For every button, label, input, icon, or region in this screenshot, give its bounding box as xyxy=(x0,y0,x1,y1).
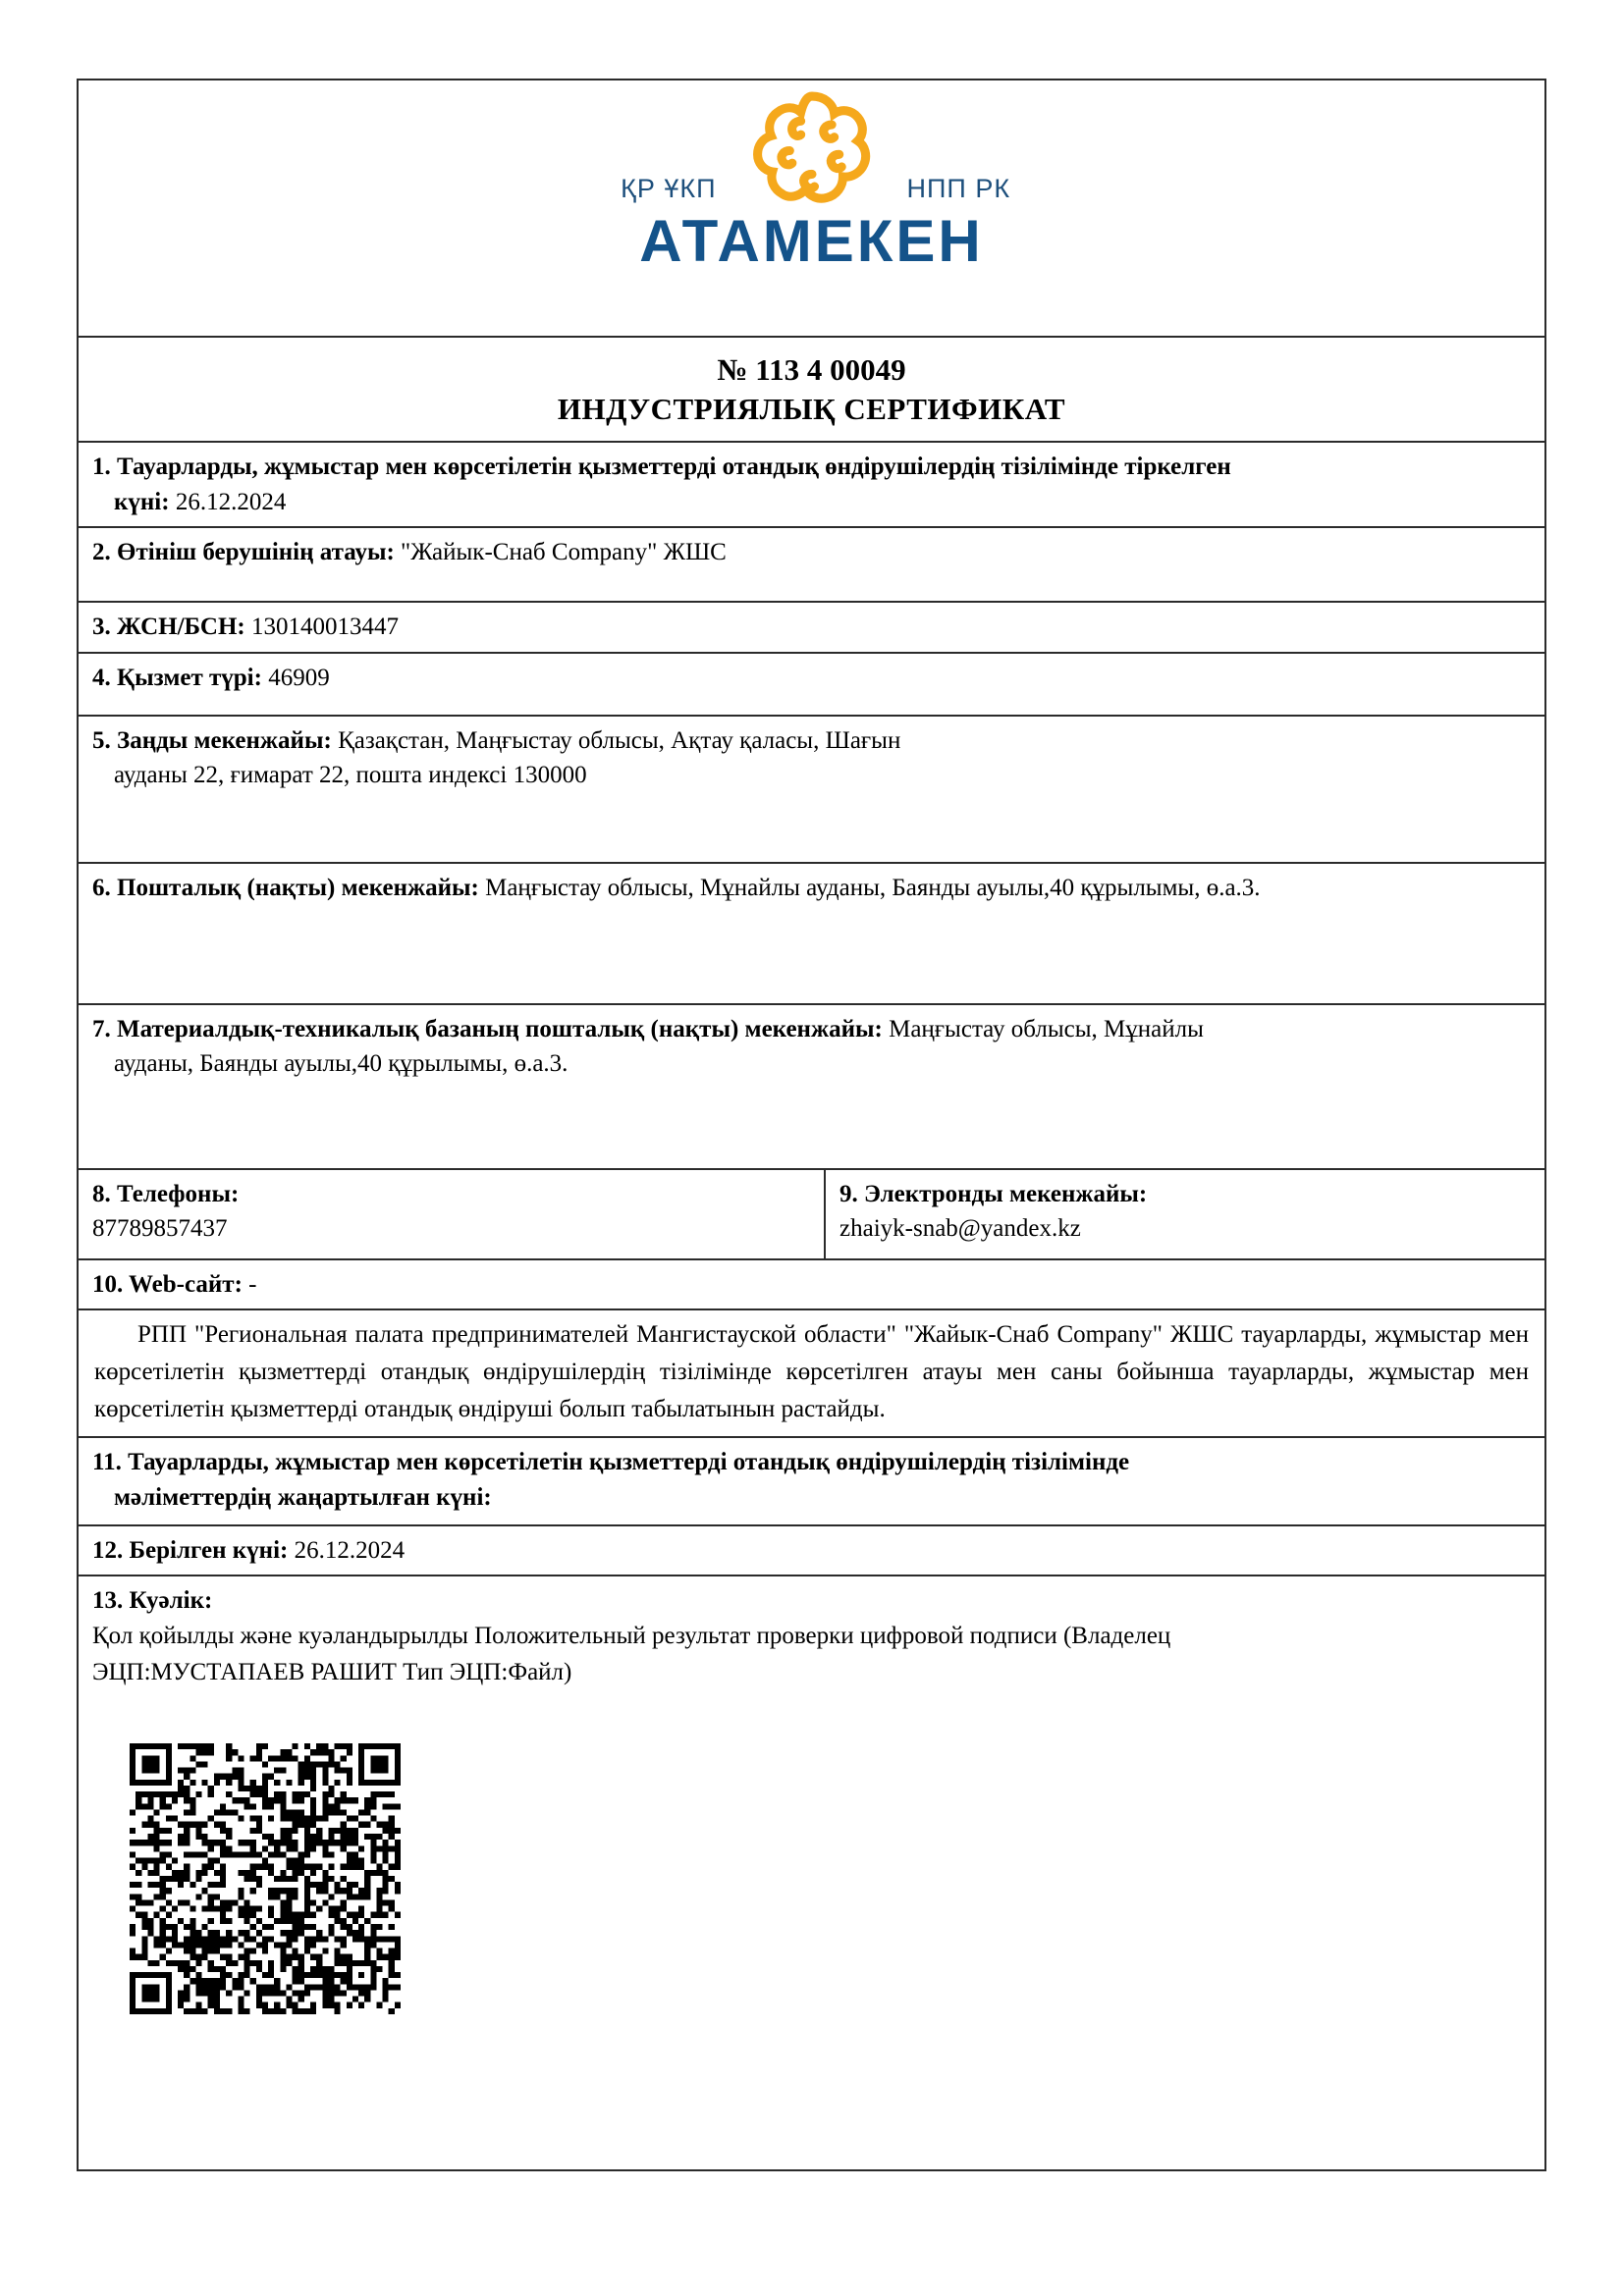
signature-line-2: ЭЦП:МУСТАПАЕВ РАШИТ Тип ЭЦП:Файл) xyxy=(92,1658,572,1685)
field-12-value: 26.12.2024 xyxy=(294,1536,406,1564)
field-row-2 xyxy=(79,528,1544,603)
title-block xyxy=(79,338,1544,443)
atameken-ornament-icon xyxy=(738,86,886,210)
field-row-3 xyxy=(79,603,1544,654)
field-8-label: 8. Телефоны: xyxy=(92,1180,240,1207)
logo-left-text: ҚР ҰКП xyxy=(621,174,717,203)
field-1-label-cont: күні: xyxy=(114,488,170,515)
field-10-value: - xyxy=(248,1270,257,1298)
field-6-value: Маңғыстау облысы, Мұнайлы ауданы, Баянды ауылы,40 құрылымы, ө.а.3. xyxy=(485,874,1261,901)
field-9-label: 9. Электронды мекенжайы: xyxy=(839,1180,1148,1207)
field-10-label: 10. Web-сайт: xyxy=(92,1270,243,1298)
field-row-11 xyxy=(79,1438,1544,1526)
field-row-12 xyxy=(79,1526,1544,1577)
field-row-13 xyxy=(79,1576,1544,2014)
field-4-label: 4. Қызмет түрі: xyxy=(92,664,262,691)
field-1-label: 1. Тауарларды, жұмыстар мен көрсетілетін қызметтерді отандық өндірушілердің тізілімінде тіркелген xyxy=(92,454,1231,481)
field-5-value: Қазақстан, Маңғыстау облысы, Ақтау қаласы, Шағын xyxy=(338,726,901,754)
field-3-label: 3. ЖСН/БСН: xyxy=(92,614,245,641)
field-9-value: zhaiyk-snab@yandex.kz xyxy=(839,1215,1081,1243)
field-7-value: Маңғыстау облысы, Мұнайлы xyxy=(889,1015,1204,1042)
certificate-number: № 113 4 00049 xyxy=(717,352,906,387)
field-11-label-cont: мәліметтердің жаңартылған күні: xyxy=(114,1484,492,1512)
field-12-label: 12. Берілген күні: xyxy=(92,1536,289,1564)
contact-row xyxy=(79,1170,1544,1260)
certificate-frame xyxy=(77,79,1546,2171)
logo-header xyxy=(79,80,1544,338)
field-3-value: 130140013447 xyxy=(250,614,399,641)
field-7-value-cont: ауданы, Баянды ауылы,40 құрылымы, ө.а.3. xyxy=(114,1050,568,1078)
field-row-5 xyxy=(79,717,1544,864)
field-5-label: 5. Заңды мекенжайы: xyxy=(92,726,332,754)
field-row-4 xyxy=(79,654,1544,717)
atameken-wordmark: АТАМЕКЕН xyxy=(639,208,984,274)
field-row-10 xyxy=(79,1260,1544,1311)
field-2-value: "Жайык-Снаб Company" ЖШС xyxy=(401,539,727,566)
field-4-value: 46909 xyxy=(268,664,330,691)
signature-line-1: Қол қойылды және куәландырылды Положительный результат проверки цифровой подписи (Владелец xyxy=(92,1623,1171,1650)
logo-right-text: НПП РК xyxy=(906,174,1011,203)
field-row-7 xyxy=(79,1005,1544,1170)
field-8-value: 87789857437 xyxy=(92,1215,228,1243)
field-row-9 xyxy=(826,1170,1544,1258)
field-row-1 xyxy=(79,443,1544,528)
certificate-title: ИНДУСТРИЯЛЫҚ СЕРТИФИКАТ xyxy=(557,391,1066,426)
qr-code xyxy=(130,1743,401,2014)
field-6-label: 6. Пошталық (нақты) мекенжайы: xyxy=(92,874,479,901)
field-11-label: 11. Тауарларды, жұмыстар мен көрсетілетін қызметтерді отандық өндірушілердің тізілімінде xyxy=(92,1449,1130,1476)
qr-code-wrapper xyxy=(92,1690,1531,2014)
field-row-6 xyxy=(79,864,1544,1005)
field-row-8 xyxy=(79,1170,826,1258)
field-2-label: 2. Өтініш берушінің атауы: xyxy=(92,539,395,566)
field-5-value-cont: ауданы 22, ғимарат 22, пошта индексі 130000 xyxy=(114,762,587,789)
field-13-label: 13. Куәлік: xyxy=(92,1587,213,1615)
confirmation-statement: РПП "Региональная палата предпринимателей Мангистауской области" "Жайык-Снаб Company" ЖШС тауарларды, жұмыстар мен көрсетілетін қызметтерді отандық өндірушілердің тізілімінде көрсетілген атауы мен саны бойынша тауарларды, жұмыстар мен көрсетілетін қызметтерді отандық өндіруші болып табылатынын растайды. xyxy=(79,1310,1544,1438)
field-7-label: 7. Материалдық-техникалық базаның пошталық (нақты) мекенжайы: xyxy=(92,1015,883,1042)
logo-mark-row xyxy=(545,86,1079,210)
field-1-value: 26.12.2024 xyxy=(175,488,287,515)
